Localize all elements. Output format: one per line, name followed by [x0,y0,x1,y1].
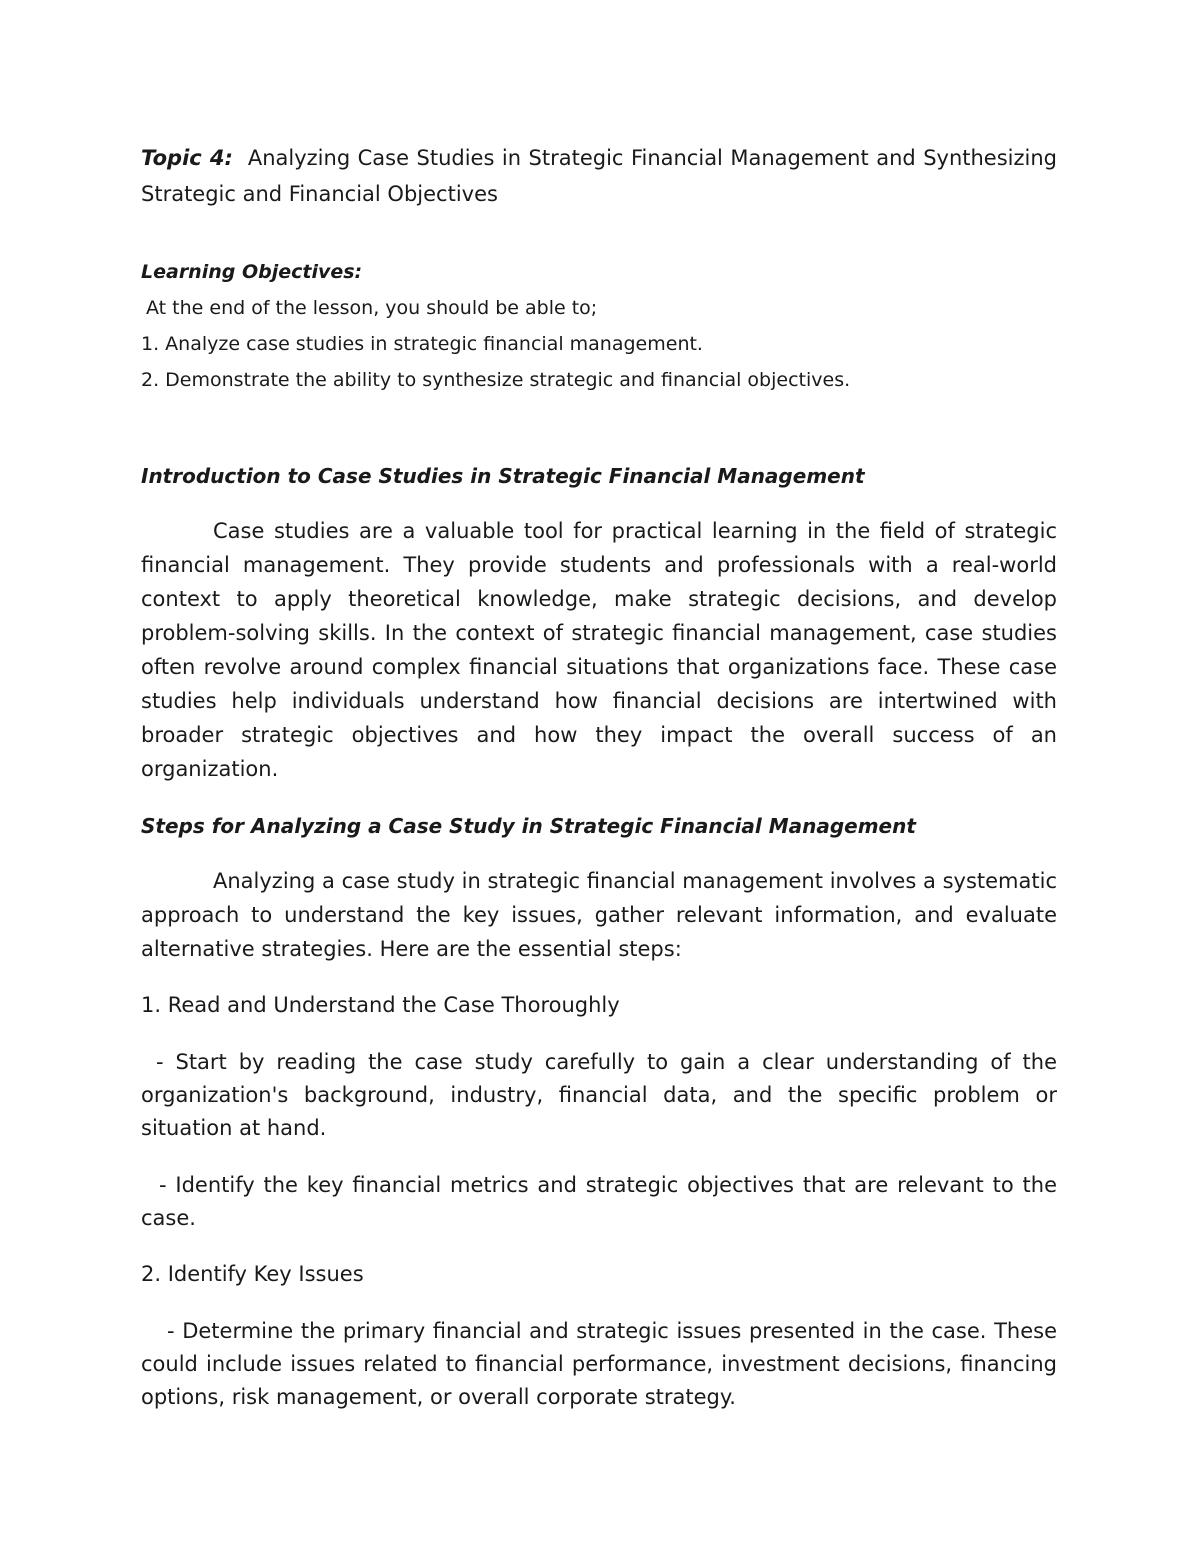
learning-objectives-heading: Learning Objectives: [141,261,363,283]
steps-intro-paragraph: Analyzing a case study in strategic financial management involves a systematic approach to understand the key issues, gather relevant information, and evaluate alternative strategies. Here are the essential steps: [141,869,1057,961]
learning-objectives-intro: At the end of the lesson, you should be able to; [146,297,598,319]
introduction-heading: Introduction to Case Studies in Strategic Financial Management [141,464,865,488]
topic-label: Topic 4: [141,146,233,170]
step-1-bullet: - Start by reading the case study carefully to gain a clear understanding of the organization's background, industry, financial data, and the specific problem or situation at hand. [141,1050,1057,1140]
learning-objective-item: 1. Analyze case studies in strategic financial management. [141,333,703,355]
document-page [141,140,1057,1414]
steps-heading: Steps for Analyzing a Case Study in Strategic Financial Management [141,814,916,838]
topic-title [141,140,1057,212]
step-2-bullet: - Determine the primary financial and strategic issues presented in the case. These could include issues related to financial performance, investment decisions, financing options, risk management, or overall corporate strategy. [141,1319,1057,1409]
introduction-paragraph: Case studies are a valuable tool for practical learning in the field of strategic financial management. They provide students and professionals with a real-world context to apply theoretical knowledge, make strategic decisions, and develop problem-solving skills. In the context of strategic financial management, case studies often revolve around complex financial situations that organizations face. These case studies help individuals understand how financial decisions are intertwined with broader strategic objectives and how they impact the overall success of an organization. [141,519,1057,781]
step-1-bullet: - Identify the key financial metrics and strategic objectives that are relevant to the case. [141,1173,1057,1230]
learning-objective-item: 2. Demonstrate the ability to synthesize strategic and financial objectives. [141,369,851,391]
step-2-title: 2. Identify Key Issues [141,1262,364,1286]
step-1-title: 1. Read and Understand the Case Thoroughly [141,993,620,1017]
topic-text: Analyzing Case Studies in Strategic Financial Management and Synthesizing Strategic and Financial Objectives [141,146,1057,206]
